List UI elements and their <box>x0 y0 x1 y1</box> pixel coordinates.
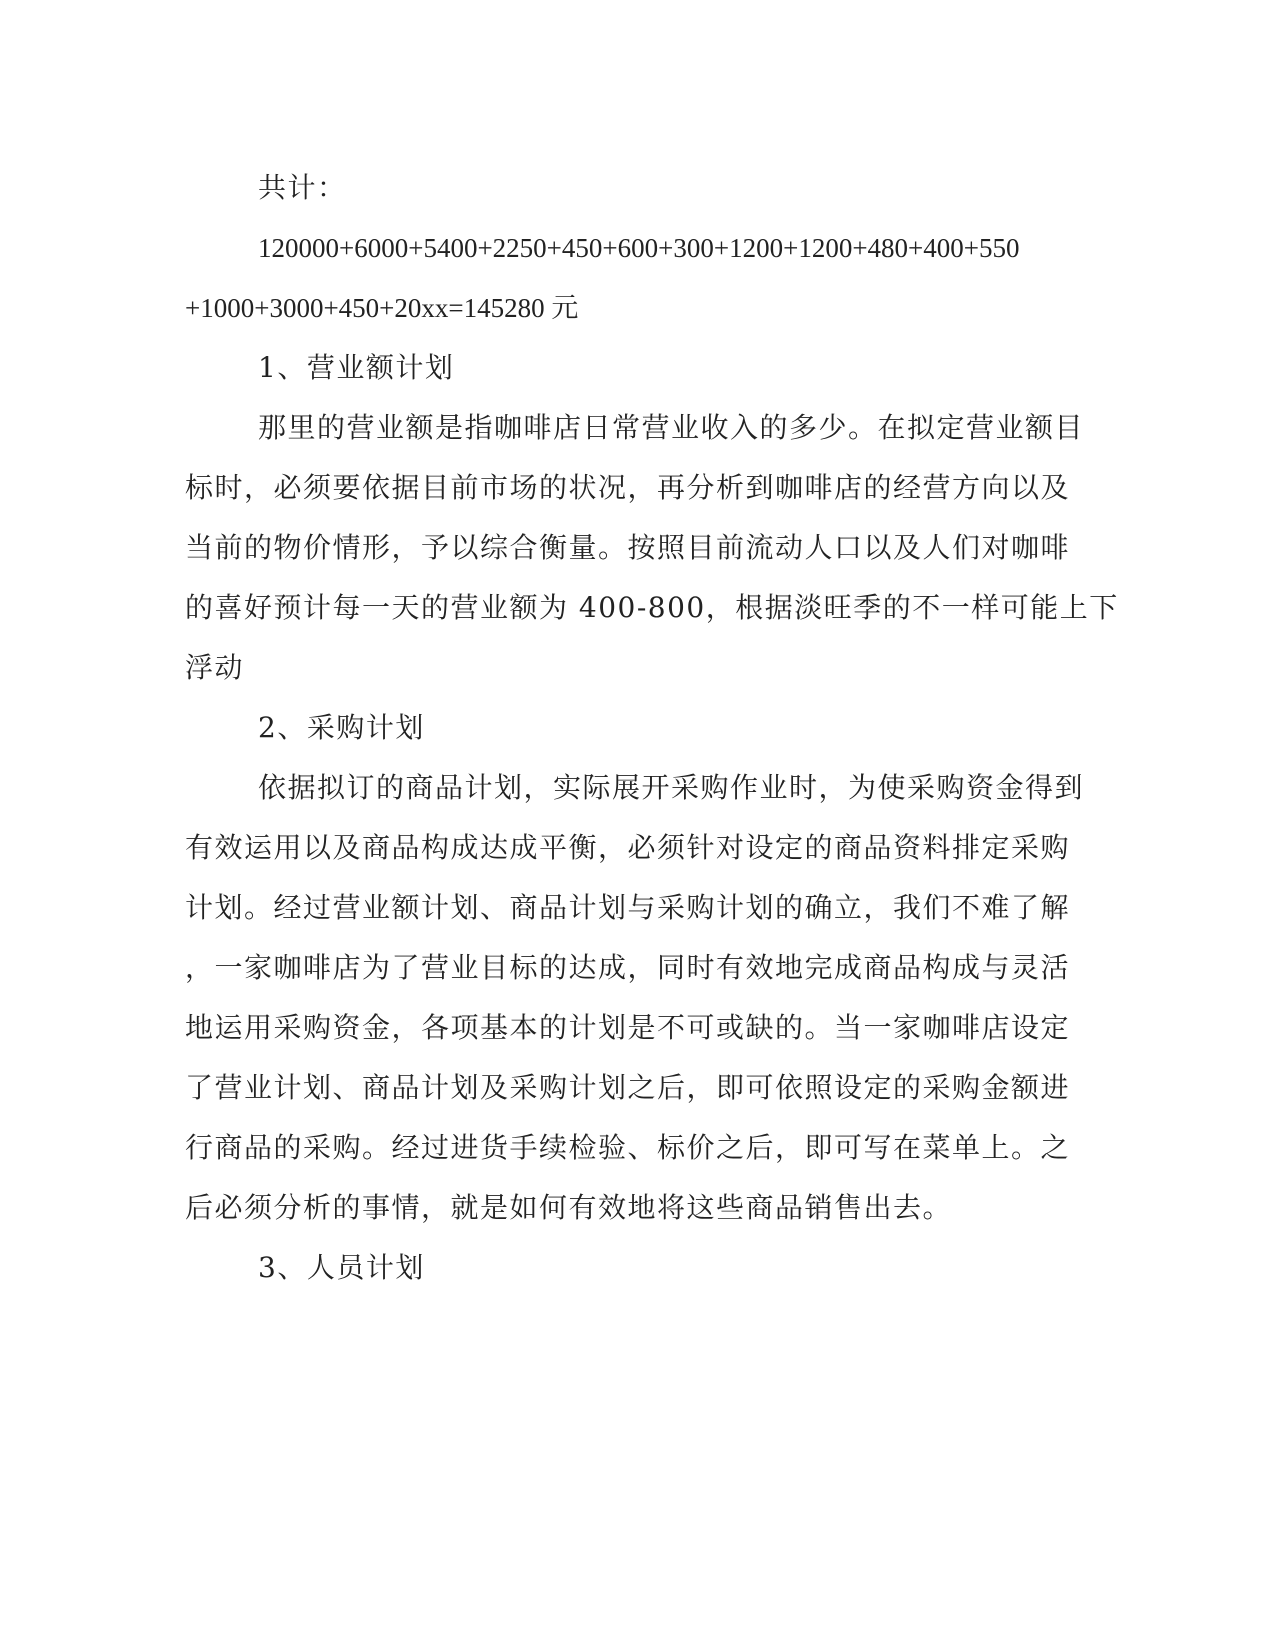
total-formula-line-2: +1000+3000+450+20xx=145280 元 <box>185 293 579 323</box>
purchase-paragraph-line-2: 有效运用以及商品构成达成平衡，必须针对设定的商品资料排定采购 <box>185 831 1071 864</box>
section-heading-purchase-plan: 2、采购计划 <box>258 711 425 744</box>
revenue-paragraph-line-1: 那里的营业额是指咖啡店日常营业收入的多少。在拟定营业额目 <box>258 411 1085 444</box>
revenue-paragraph-line-3: 当前的物价情形，予以综合衡量。按照目前流动人口以及人们对咖啡 <box>185 531 1071 564</box>
section-heading-revenue-plan: 1、营业额计划 <box>258 351 455 384</box>
purchase-paragraph-line-3: 计划。经过营业额计划、商品计划与采购计划的确立，我们不难了解 <box>185 891 1071 924</box>
section-heading-staff-plan: 3、人员计划 <box>258 1251 425 1284</box>
purchase-paragraph-line-4: ，一家咖啡店为了营业目标的达成，同时有效地完成商品构成与灵活 <box>185 951 1071 984</box>
purchase-paragraph-line-6: 了营业计划、商品计划及采购计划之后，即可依照设定的采购金额进 <box>185 1071 1071 1104</box>
purchase-paragraph-line-5: 地运用采购资金，各项基本的计划是不可或缺的。当一家咖啡店设定 <box>185 1011 1071 1044</box>
revenue-paragraph-line-5: 浮动 <box>185 651 245 684</box>
purchase-paragraph-line-1: 依据拟订的商品计划，实际展开采购作业时，为使采购资金得到 <box>258 771 1085 804</box>
purchase-paragraph-line-7: 行商品的采购。经过进货手续检验、标价之后，即可写在菜单上。之 <box>185 1131 1071 1164</box>
revenue-paragraph-line-4: 的喜好预计每一天的营业额为 400-800，根据淡旺季的不一样可能上下 <box>185 591 1119 624</box>
purchase-paragraph-line-8: 后必须分析的事情，就是如何有效地将这些商品销售出去。 <box>185 1191 953 1224</box>
document-body <box>185 158 1119 1298</box>
total-heading: 共计： <box>258 171 347 204</box>
total-formula-line-1: 120000+6000+5400+2250+450+600+300+1200+1200+480+400+550 <box>258 233 1020 263</box>
revenue-paragraph-line-2: 标时，必须要依据目前市场的状况，再分析到咖啡店的经营方向以及 <box>185 471 1071 504</box>
